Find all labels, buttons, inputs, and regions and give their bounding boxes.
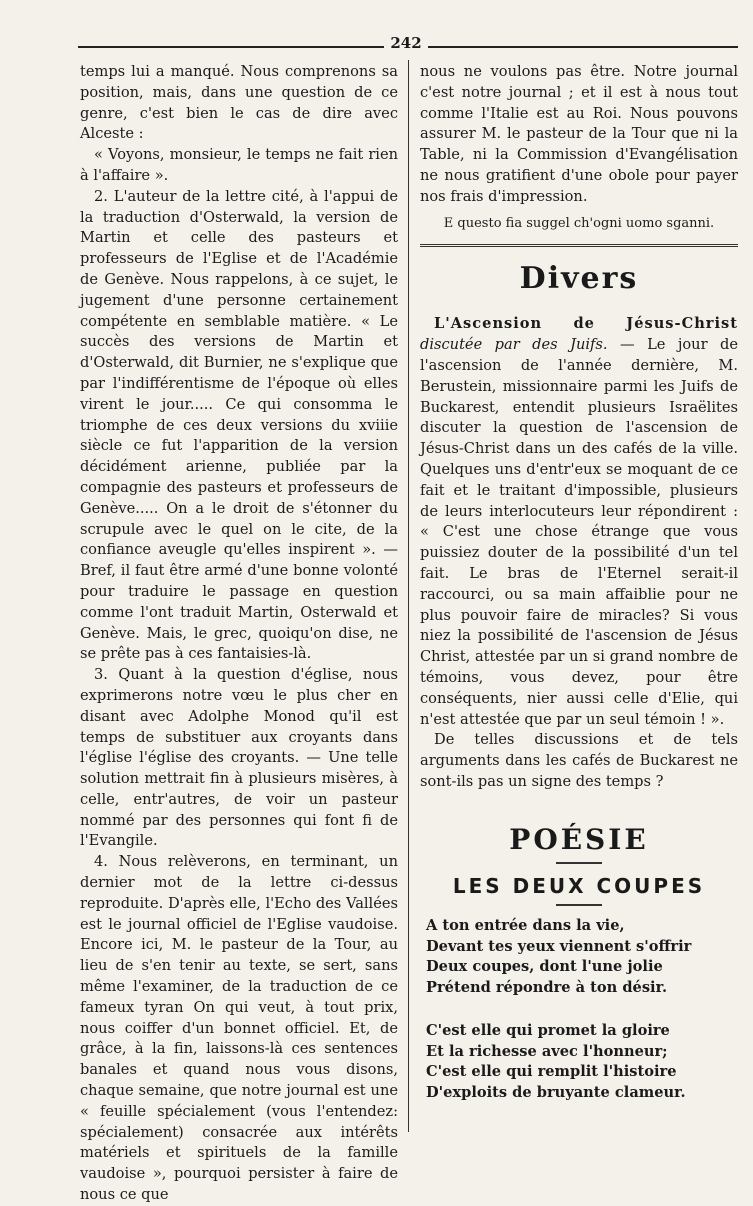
- divers-title: Divers: [519, 261, 639, 297]
- left-column: [80, 62, 398, 1206]
- article-subtitle: discutée par des Juifs.: [420, 336, 608, 354]
- left-paragraph-2: 2. L'auteur de la lettre cité, à l'appui de la traduction d'Osterwald, la version de Martin et celle des pasteurs et professeurs de l'Eglise et de l'Académie de Genève. Nous rappelons, à ce sujet, le jugement d'une personne certainement compétente en semblable matière. « Le succès des versions de Martin et d'Osterwald, dit Burnier, ne s'explique que par l'indifférentisme de l'époque où elles virent le jour..... Ce qui consomma le triomphe de ces deux versions du xviiie siècle ce fut l'apparition de la version décidément arienne, publiée par la compagnie des pasteurs et professeurs de Genève..... On a le droit de s'étonner du scrupule avec le quel on le cite, de la confiance aveugle qu'elles inspirent ». — Bref, il faut être armé d'une bonne volonté pour traduire le passage en question comme l'ont traduit Martin, Osterwald et Genève. Mais, le grec, quoiqu'on dise, ne se prête pas à ces fantaisies-là.: [80, 187, 398, 663]
- article-title: L'Ascension de Jésus-Christ: [434, 315, 738, 333]
- right-paragraph-1: nous ne voulons pas être. Notre journal c'est notre journal ; et il est à nous tout comme l'Italie est au Roi. Nous pouvons assurer M. le pasteur de la Tour que ni la Table, ni la Commission d'Evangélisation ne nous gratifient d'une obole pour payer nos frais d'impression.: [420, 63, 738, 205]
- poem-line: A ton entrée dans la vie,: [426, 916, 625, 934]
- left-paragraph-1: temps lui a manqué. Nous comprenons sa position, mais, dans une question de ce genre, c'est bien le cas de dire avec Alceste :: [80, 63, 398, 143]
- poem-title: LES DEUX COUPES: [452, 873, 706, 898]
- left-paragraph-3: 3. Quant à la question d'église, nous exprimerons notre vœu le plus cher en disant avec Adolphe Monod qu'il est temps de substituer aux croyants dans l'église l'église des croyants. — Une telle solution mettrait fin à plusieurs misères, à celle, entr'autres, de voir un pasteur nommé par des personnes qui font fi de l'Evangile.: [80, 666, 398, 850]
- left-quote: « Voyons, monsieur, le temps ne fait rien à l'affaire ».: [80, 146, 398, 184]
- poem-stanza-1: [420, 916, 738, 999]
- article-paragraph-2: De telles discussions et de tels arguments dans les cafés de Buckarest ne sont-ils pas un signe des temps ?: [420, 731, 738, 790]
- article-body: — Le jour de l'ascension de l'année dernière, M. Berustein, missionnaire parmi les Juifs de Buckarest, entendit plusieurs Israëlites discuter la question de l'ascension de Jésus-Christ dans un des cafés de la ville. Quelques uns d'entr'eux se moquant de ce fait et le traitant d'impossible, plusieurs de leurs interlocuteurs leur répondirent : « C'est une chose étrange que vous puissiez douter de la possibilité d'un tel fait. Le bras de l'Eternel serait-il raccourci, ou sa main affaiblie pour ne plus pouvoir faire de miracles? Si vous niez la possibilité de l'ascension de Jésus Christ, attestée par un si grand nombre de témoins, vous devez, pour être conséquents, nier aussi celle d'Elie, qui n'est attestée que par un seul témoin ! ».: [420, 336, 738, 728]
- poem-line: Et la richesse avec l'honneur;: [426, 1042, 668, 1060]
- poem-line: C'est elle qui promet la gloire: [426, 1021, 670, 1039]
- poem-line: Prétend répondre à ton désir.: [426, 979, 668, 997]
- poem-line: C'est elle qui remplit l'histoire: [426, 1063, 677, 1081]
- article-paragraph-1: [420, 314, 738, 730]
- page-number: 242: [384, 34, 428, 52]
- poesie-title: POÉSIE: [509, 822, 649, 856]
- poem-rule: [556, 904, 602, 906]
- motto: E questo fia suggel ch'ogni uomo sganni.: [443, 215, 715, 231]
- section-rule: [420, 244, 738, 247]
- left-paragraph-4: 4. Nous relèverons, en terminant, un dernier mot de la lettre ci-dessus reproduite. D'après elle, l'Echo des Vallées est le journal officiel de l'Eglise vaudoise. Encore ici, M. le pasteur de la Tour, au lieu de s'en tenir au texte, se sert, sans même l'examiner, de la traduction de ce fameux tyran On qui veut, à tout prix, nous coiffer d'un bonnet officiel. Et, de grâce, à la fin, laissons-là ces sentences banales et quand nous vous disons, chaque semaine, que notre journal est une « feuille spécialement (vous l'entendez: spécialement) consacrée aux intérêts matériels et spirituels de la famille vaudoise », pourquoi persister à faire de nous ce que: [80, 853, 398, 1204]
- poem-stanza-2: [420, 1021, 738, 1104]
- right-column: [420, 62, 738, 1104]
- poem-line: Devant tes yeux viennent s'offrir: [426, 937, 692, 955]
- poem-line: Deux coupes, dont l'une jolie: [426, 958, 663, 976]
- poesie-rule: [556, 862, 602, 864]
- column-divider: [408, 60, 409, 1132]
- poem-line: D'exploits de bruyante clameur.: [426, 1084, 686, 1102]
